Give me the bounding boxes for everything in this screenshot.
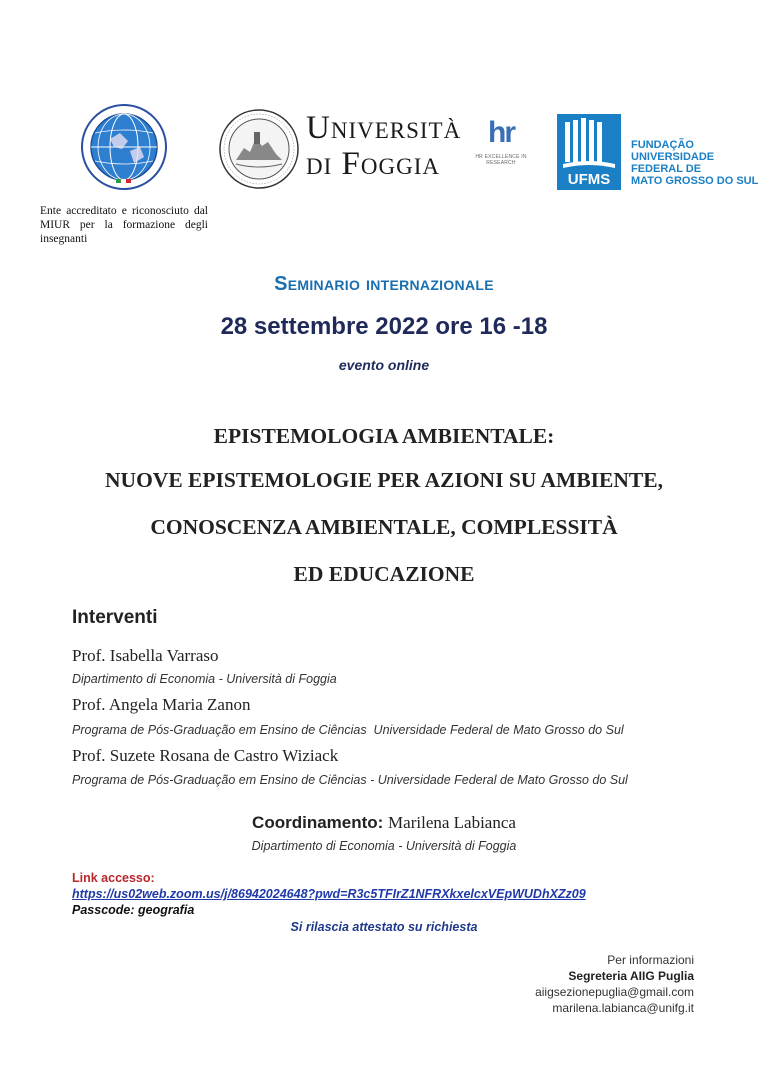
info-intro: Per informazioni: [607, 953, 694, 967]
hr-excellence-logo: [466, 118, 536, 166]
speaker-name: Prof. Angela Maria Zanon: [72, 695, 251, 714]
university-name: [306, 110, 461, 182]
seminar-type: Seminario internazionale: [274, 273, 494, 295]
ufms-name-line: FUNDAÇÃO: [631, 139, 694, 151]
ufms-name: [631, 139, 758, 187]
zoom-link[interactable]: https://us02web.zoom.us/j/86942024648?pwd=R3c5TFIrZ1NFRXkxelcxVEpWUDhXZz09: [72, 887, 586, 901]
seminar-mode: evento online: [338, 357, 430, 373]
seminar-title-line: CONOSCENZA AMBIENTALE, COMPLESSITÀ: [150, 515, 618, 539]
speaker-name: Prof. Isabella Varraso: [72, 646, 219, 665]
university-name-line2: di Foggia: [306, 146, 440, 182]
speaker-affiliation: Dipartimento di Economia - Università di Foggia: [72, 672, 337, 686]
certificate-note: Si rilascia attestato su richiesta: [290, 920, 478, 934]
info-org: Segreteria AIIG Puglia: [568, 969, 694, 983]
ufms-name-line: UNIVERSIDADE: [631, 151, 715, 163]
coordination-label: Coordinamento: [252, 813, 378, 832]
seminar-date: 28 settembre 2022 ore 16 -18: [220, 313, 548, 340]
ufms-name-line: FEDERAL DE: [631, 163, 702, 175]
coordinator-affiliation: Dipartimento di Economia - Università di Foggia: [251, 839, 517, 853]
hr-caption: HR EXCELLENCE IN RESEARCH: [475, 154, 527, 166]
coordination: Coordinamento: Marilena Labianca: [252, 813, 516, 832]
unifg-seal: [218, 108, 300, 190]
ufms-name-line: MATO GROSSO DO SUL: [631, 175, 759, 187]
contact-info: [535, 952, 694, 1016]
seminar-title-line: EPISTEMOLOGIA AMBIENTALE:: [213, 424, 555, 448]
info-email: marilena.labianca@unifg.it: [552, 1001, 694, 1015]
aiig-logo: [80, 103, 168, 191]
hr-mark: hr: [488, 116, 514, 149]
ufms-logo: [557, 114, 621, 190]
link-label: Link accesso:: [72, 871, 155, 885]
interventi-heading: Interventi: [72, 607, 158, 628]
speaker-affiliation: Programa de Pós-Graduação em Ensino de Ciências Universidade Federal de Mato Grosso do Sul: [72, 723, 624, 737]
ufms-abbrev: UFMS: [567, 171, 611, 188]
accreditation-text: Ente accreditato e riconosciuto dal MIUR per la formazione degli insegnanti: [40, 205, 208, 245]
coordinator-name: Marilena Labianca: [388, 813, 516, 832]
info-email: aiigsezionepuglia@gmail.com: [535, 985, 694, 999]
university-name-line1: Università: [306, 110, 462, 146]
speaker-name: Prof. Suzete Rosana de Castro Wiziack: [72, 746, 339, 765]
seminar-title-line: NUOVE EPISTEMOLOGIE PER AZIONI SU AMBIENTE,: [105, 468, 663, 492]
seminar-title-line: ED EDUCAZIONE: [293, 562, 475, 586]
passcode: Passcode: geografia: [72, 903, 195, 917]
speaker-affiliation: Programa de Pós-Graduação em Ensino de Ciências - Universidade Federal de Mato Grosso do Sul: [72, 773, 628, 787]
